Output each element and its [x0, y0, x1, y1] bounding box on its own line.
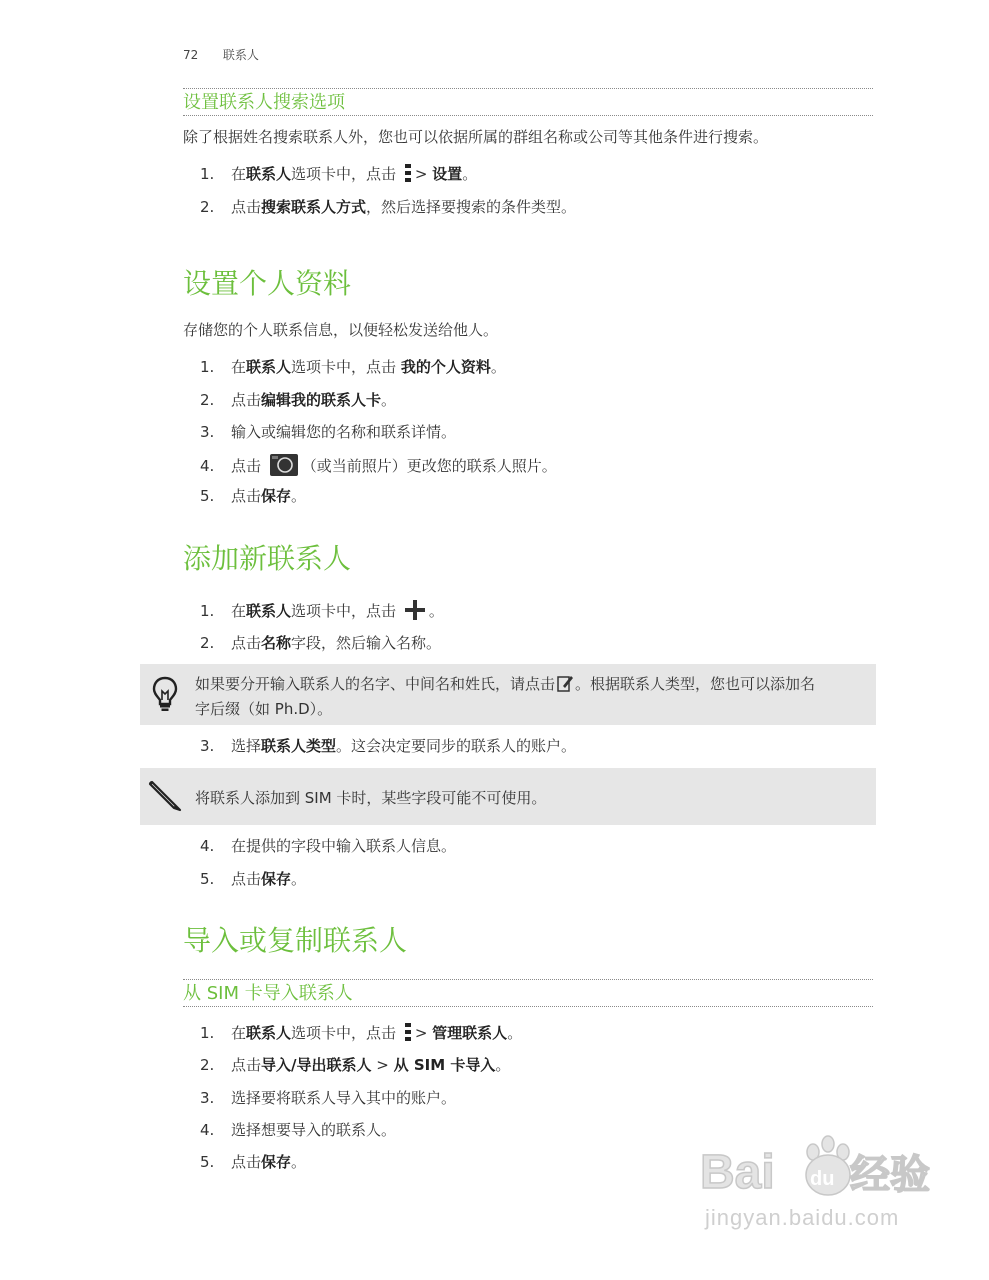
list-item: 3. 选择要将联系人导入其中的账户。: [200, 1089, 457, 1107]
watermark-url: jingyan.baidu.com: [705, 1205, 900, 1230]
divider: [183, 88, 873, 89]
tip-box: [140, 664, 876, 725]
edit-icon: [557, 674, 573, 698]
list-item: 5. 点击保存。: [200, 487, 307, 505]
svg-text:du: du: [810, 1168, 835, 1190]
menu-icon: [405, 164, 411, 187]
list-item: 1. 在联系人选项卡中，点击 > 设置。: [200, 164, 477, 187]
list-item: 1. 在联系人选项卡中，点击 我的个人资料。: [200, 358, 506, 376]
note-text: 将联系人添加到 SIM 卡时，某些字段可能不可使用。: [195, 789, 547, 807]
list-item: 4. 选择想要导入的联系人。: [200, 1121, 397, 1139]
page-number: 72: [183, 48, 199, 62]
import-copy-title: 导入或复制联系人: [183, 924, 408, 957]
list-item: 4. 点击 （或当前照片）更改您的联系人照片。: [200, 454, 557, 481]
list-item: 1. 在联系人选项卡中，点击 > 管理联系人。: [200, 1023, 522, 1046]
page-header: [183, 46, 259, 63]
divider: [183, 115, 873, 116]
list-item: 3. 选择联系人类型。这会决定要同步的联系人的账户。: [200, 737, 577, 755]
section-name: 联系人: [222, 48, 259, 62]
list-item: 5. 点击保存。: [200, 870, 307, 888]
import-sim-title: 从 SIM 卡导入联系人: [183, 983, 353, 1004]
note-box: [140, 768, 876, 825]
svg-text:Bai: Bai: [700, 1146, 775, 1199]
list-item: 2. 点击编辑我的联系人卡。: [200, 391, 397, 409]
lightbulb-icon: [152, 676, 178, 716]
list-item: 2. 点击导入/导出联系人 > 从 SIM 卡导入。: [200, 1056, 511, 1074]
list-item: 4. 在提供的字段中输入联系人信息。: [200, 837, 457, 855]
list-item: 3. 输入或编辑您的名称和联系详情。: [200, 423, 457, 441]
search-options-title: 设置联系人搜索选项: [183, 92, 345, 113]
list-item: 1. 在联系人选项卡中，点击 。: [200, 600, 444, 625]
profile-title: 设置个人资料: [183, 267, 352, 300]
plus-icon: [405, 600, 425, 625]
pencil-icon: [148, 778, 184, 816]
list-item: 5. 点击保存。: [200, 1153, 307, 1171]
tip-text: 如果要分开输入联系人的名字、中间名和姓氏，请点击 。根据联系人类型，您也可以添加名 字后缀（如 Ph.D）。: [195, 675, 816, 718]
divider: [183, 1006, 873, 1007]
search-options-intro: 除了根据姓名搜索联系人外，您也可以依据所属的群组名称或公司等其他条件进行搜索。: [183, 128, 769, 146]
svg-text:经验: 经验: [850, 1152, 930, 1198]
profile-intro: 存储您的个人联系信息，以便轻松发送给他人。: [183, 321, 499, 339]
list-item: 2. 点击搜索联系人方式，然后选择要搜索的条件类型。: [200, 198, 577, 216]
add-contact-title: 添加新联系人: [183, 542, 352, 575]
divider: [183, 979, 873, 980]
list-item: 2. 点击名称字段，然后输入名称。: [200, 634, 442, 652]
camera-icon: [270, 454, 298, 481]
menu-icon: [405, 1023, 411, 1046]
